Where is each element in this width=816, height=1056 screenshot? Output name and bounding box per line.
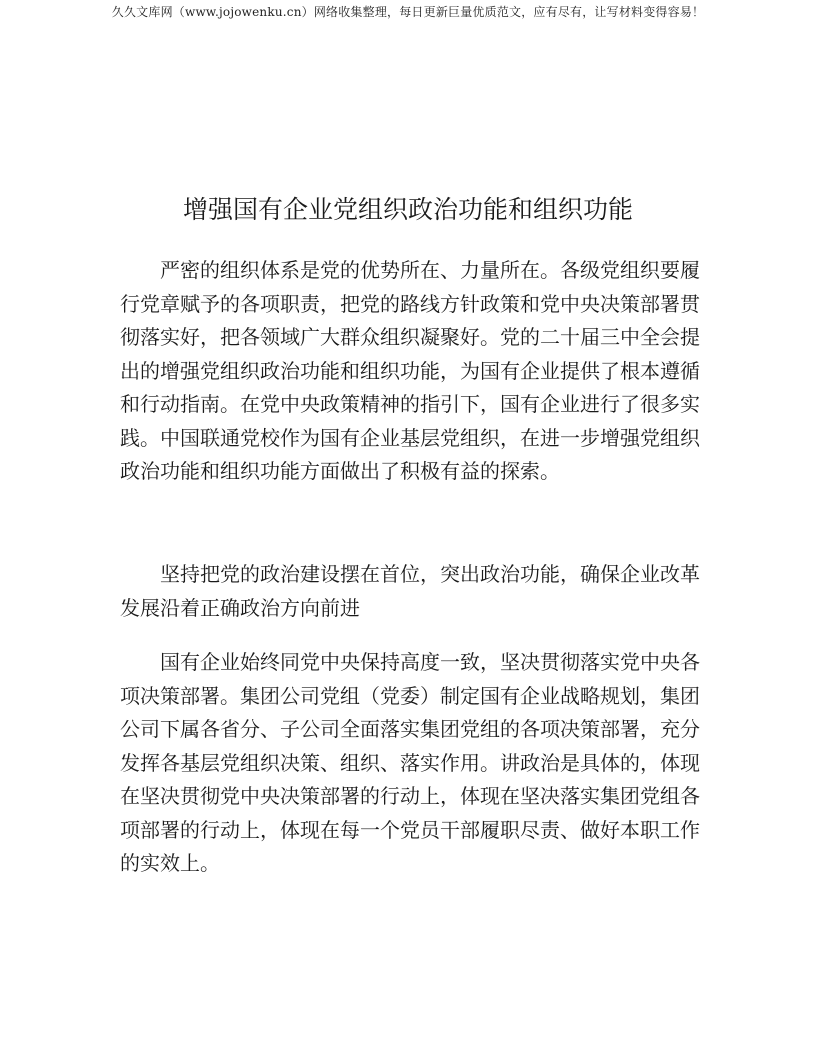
section-heading: 坚持把党的政治建设摆在首位，突出政治功能，确保企业改革发展沿着正确政治方向前进 — [120, 562, 700, 620]
page-header: 久久文库网（www.jojowenku.cn）网络收集整理，每日更新巨量优质范文，应有尽有，让写材料变得容易！ — [111, 5, 705, 19]
paragraph-intro: 严密的组织体系是党的优势所在、力量所在。各级党组织要履行党章赋予的各项职责，把党的路线方针政策和党中央决策部署贯彻落实好，把各领域广大群众组织凝聚好。党的二十届三中全会提出的增强党组织政治功能和组织功能，为国有企业提供了根本遵循和行动指南。在党中央政策精神的指引下，国有企业进行了很多实践。中国联通党校作为国有企业基层党组织，在进一步增强党组织政治功能和组织功能方面做出了积极有益的探索。 — [120, 258, 700, 483]
document-title: 增强国有企业党组织政治功能和组织功能 — [182, 195, 633, 224]
paragraph-body: 国有企业始终同党中央保持高度一致，坚决贯彻落实党中央各项决策部署。集团公司党组（党委）制定国有企业战略规划，集团公司下属各省分、子公司全面落实集团党组的各项决策部署，充分发挥各基层党组织决策、组织、落实作用。讲政治是具体的，体现在坚决贯彻党中央决策部署的行动上，体现在坚决落实集团党组各项部署的行动上，体现在每一个党员干部履职尽责、做好本职工作的实效上。 — [120, 650, 700, 875]
